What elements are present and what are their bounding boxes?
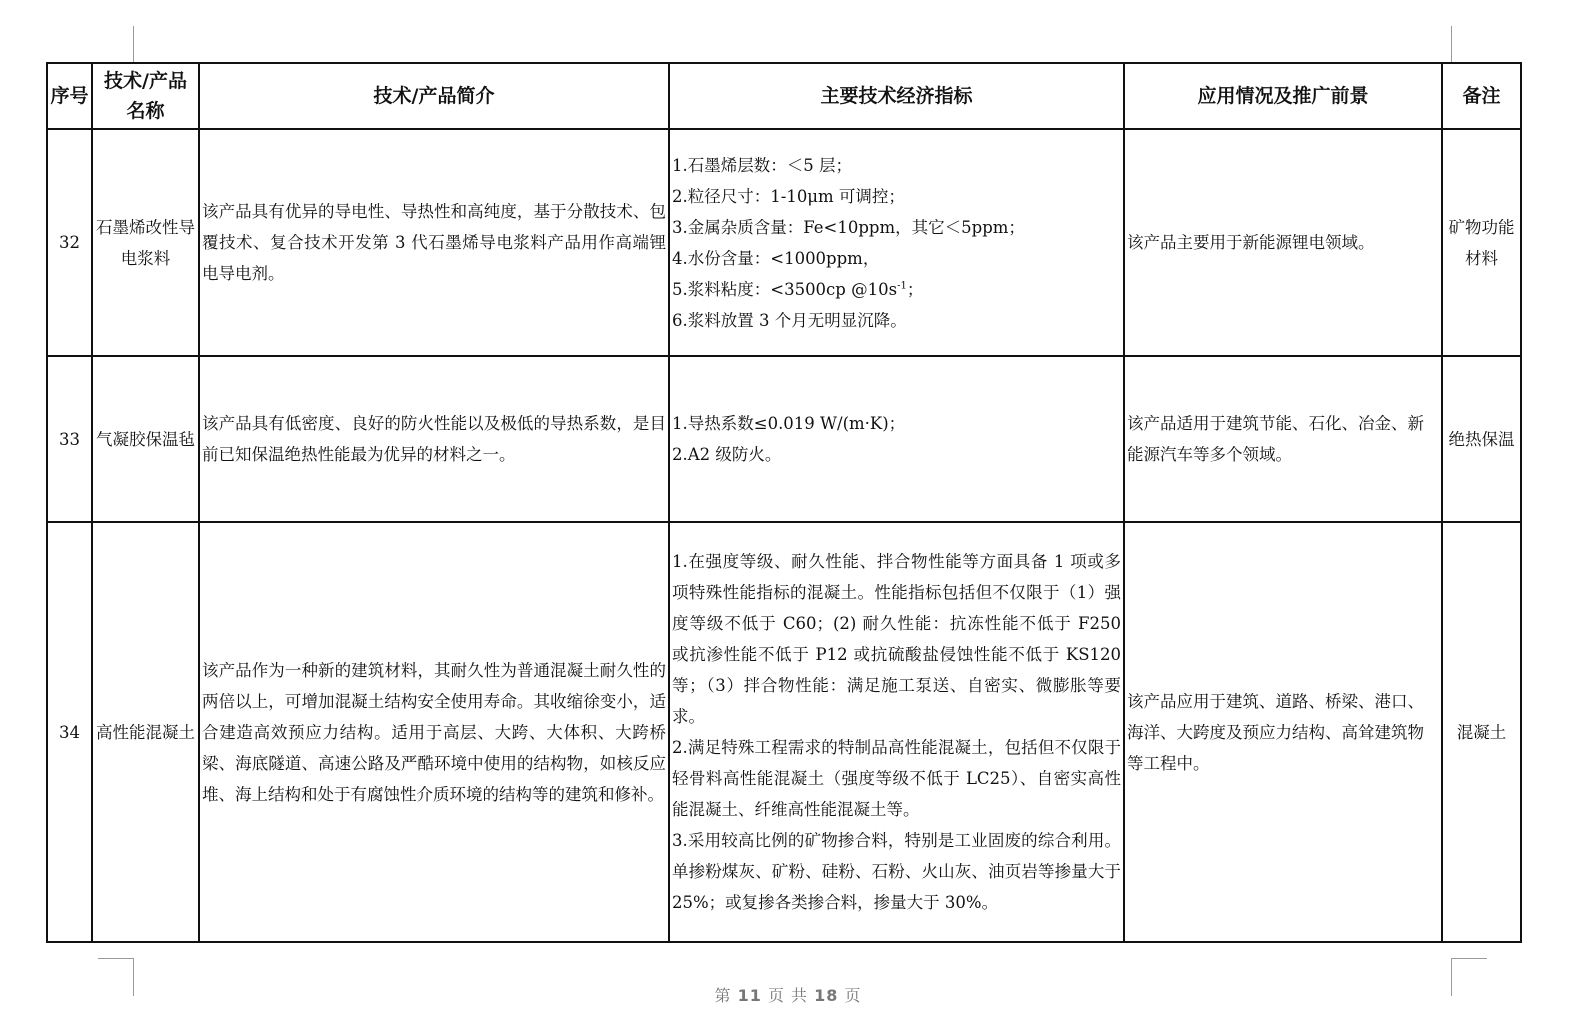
row-intro-text: 该产品作为一种新的建筑材料，其耐久性为普通混凝土耐久性的两倍以上，可增加混凝土结构安全使用寿命。其收缩徐变小，适合建造高效预应力结构。适用于高层、大跨、大体积、大跨桥梁、海底隧道、高速公路及严酷环境中使用的结构物，如核反应堆、海上结构和处于有腐蚀性介质环境的结构等的建筑和修补。 [202,660,666,804]
indicator-item: 2.满足特殊工程需求的特制品高性能混凝土，包括但不仅限于轻骨料高性能混凝土（强度等级不低于 LC25）、自密实高性能混凝土、纤维高性能混凝土等。 [672,738,1121,819]
indicator-item: 3.采用较高比例的矿物掺合料，特别是工业固废的综合利用。单掺粉煤灰、矿粉、硅粉、石粉、火山灰、油页岩等掺量大于 25%；或复掺各类掺合料，掺量大于 30%。 [672,831,1121,912]
row-name: 高性能混凝土 [92,522,199,942]
crop-mark-bottom-right-h [1451,958,1487,959]
row-indicators [669,129,1124,356]
header-seq: 序号 [47,63,92,129]
row-intro [199,356,669,522]
row-intro [199,129,669,356]
crop-mark-bottom-left-h [98,958,134,959]
row-name: 气凝胶保温毡 [92,356,199,522]
footer-suffix: 页 [844,986,862,1005]
row-indicators [669,356,1124,522]
row-remark: 矿物功能材料 [1442,129,1521,356]
product-table [46,62,1522,943]
row-remark: 绝热保温 [1442,356,1521,522]
indicator-item: 1.在强度等级、耐久性能、拌合物性能等方面具备 1 项或多项特殊性能指标的混凝土。性能指标包括但不仅限于（1）强度等级不低于 C60；(2) 耐久性能：抗冻性能不低于 F250 或抗渗性能不低于 P12 或抗硫酸盐侵蚀性能不低于 KS120 等；（3）拌合物性能：满足施工泵送、自密实、微膨胀等要求。 [672,552,1121,726]
row-application: 该产品主要用于新能源锂电领域。 [1124,129,1442,356]
table-row [47,522,1521,942]
row-intro-text: 该产品具有优异的导电性、导热性和高纯度，基于分散技术、包覆技术、复合技术开发第 3 代石墨烯导电浆料产品用作高端锂电导电剂。 [202,202,666,283]
page-footer [0,983,1576,1006]
row-seq: 32 [47,129,92,356]
header-row [47,63,1521,129]
viscosity-text: 5.浆料粘度：<3500cp @10s [672,279,898,299]
total-page-count: 18 [814,986,839,1005]
indicator-item: 1.导热系数≤0.019 W/(m·K)； [672,414,906,433]
crop-mark-top-right-v [1451,26,1452,62]
row-remark: 混凝土 [1442,522,1521,942]
table-row [47,356,1521,522]
row-intro [199,522,669,942]
footer-prefix: 第 [714,986,732,1005]
indicator-item: 2.A2 级防火。 [672,445,782,464]
row-seq: 34 [47,522,92,942]
header-remark: 备注 [1442,63,1521,129]
viscosity-tail: ； [906,279,924,299]
row-seq: 33 [47,356,92,522]
indicator-item-viscosity [672,274,1121,305]
table-row [47,129,1521,356]
header-intro: 技术/产品简介 [199,63,669,129]
indicator-item: 6.浆料放置 3 个月无明显沉降。 [672,310,907,330]
header-name: 技术/产品名称 [92,63,199,129]
crop-mark-top-left-v [133,26,134,62]
current-page-number: 11 [737,986,762,1005]
row-application: 该产品适用于建筑节能、石化、冶金、新能源汽车等多个领域。 [1124,356,1442,522]
row-indicators [669,522,1124,942]
viscosity-superscript: -1 [897,280,907,291]
header-indicators: 主要技术经济指标 [669,63,1124,129]
indicator-item: 3.金属杂质含量：Fe<10ppm，其它＜5ppm； [672,217,1025,237]
indicator-item: 1.石墨烯层数：＜5 层； [672,155,852,175]
indicator-item: 4.水份含量：<1000ppm， [672,248,880,268]
header-application: 应用情况及推广前景 [1124,63,1442,129]
row-name: 石墨烯改性导电浆料 [92,129,199,356]
indicator-item: 2.粒径尺寸：1-10μm 可调控； [672,186,905,206]
row-application: 该产品应用于建筑、道路、桥梁、港口、海洋、大跨度及预应力结构、高耸建筑物等工程中。 [1124,522,1442,942]
row-intro-text: 该产品具有低密度、良好的防火性能以及极低的导热系数，是目前已知保温绝热性能最为优异的材料之一。 [202,414,666,464]
footer-middle: 页 共 [767,986,809,1005]
